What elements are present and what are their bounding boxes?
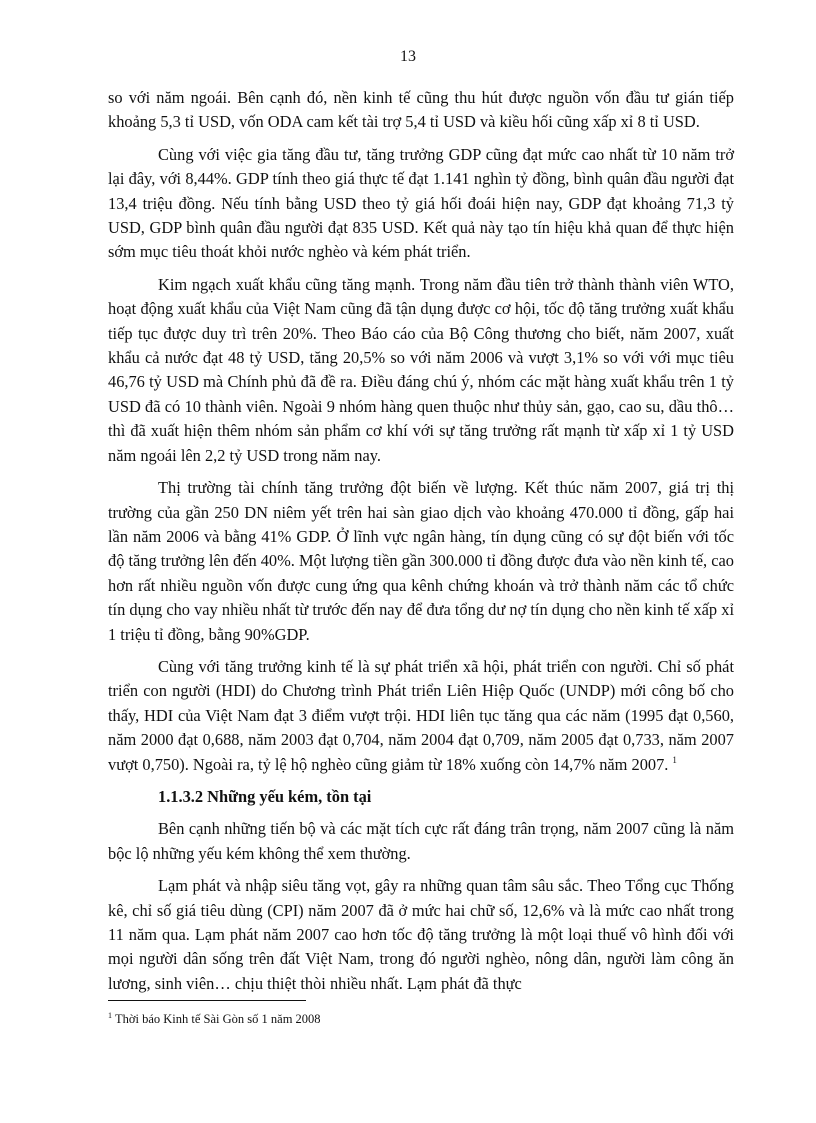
paragraph-3: Kim ngạch xuất khẩu cũng tăng mạnh. Trong năm đầu tiên trở thành thành viên WTO, hoạt động xuất khẩu của Việt Nam cũng đã tận dụng được cơ hội, tốc độ tăng trưởng xuất khẩu tiếp tục được duy trì trên 20%. Theo Báo cáo của Bộ Công thương cho biết, năm 2007, xuất khẩu cả nước đạt 48 tỷ USD, tăng 20,5% so với năm 2006 và vượt 3,1% so với với mục tiêu 46,76 tỷ USD mà Chính phủ đã đề ra. Điều đáng chú ý, nhóm các mặt hàng xuất khẩu trên 1 tỷ USD đã có 10 thành viên. Ngoài 9 nhóm hàng quen thuộc như thủy sản, gạo, cao su, dầu thô…thì đã xuất hiện thêm nhóm sản phẩm cơ khí với sự tăng trưởng rất mạnh từ xấp xỉ 1 tỷ USD năm ngoái lên 2,2 tỷ USD trong năm nay. <box>108 274 734 465</box>
footnote-text: Thời báo Kinh tế Sài Gòn số 1 năm 2008 <box>115 1012 321 1026</box>
section-heading: 1.1.3.2 Những yếu kém, tồn tại <box>158 786 372 806</box>
paragraph-6: Bên cạnh những tiến bộ và các mặt tích cực rất đáng trân trọng, năm 2007 cũng là năm bộc lộ những yếu kém không thể xem thường. <box>108 819 734 863</box>
footnote-mark: 1 <box>108 1010 112 1020</box>
footnote <box>108 1011 734 1027</box>
paragraph-2: Cùng với việc gia tăng đầu tư, tăng trưởng GDP cũng đạt mức cao nhất từ 10 năm trở lại đây, với 8,44%. GDP tính theo giá thực tế đạt 1.141 nghìn tỷ đồng, bình quân đầu người đạt 13,4 triệu đồng. Nếu tính bằng USD theo tỷ giá hối đoái hiện nay, GDP đạt khoảng 71,3 tỷ USD, GDP bình quân đầu người đạt 835 USD. Kết quả này tạo tín hiệu khả quan để thực hiện sớm mục tiêu thoát khỏi nước nghèo và kém phát triển. <box>108 144 734 262</box>
paragraph-4: Thị trường tài chính tăng trưởng đột biến về lượng. Kết thúc năm 2007, giá trị thị trường của gần 250 DN niêm yết trên hai sàn giao dịch vào khoảng 470.000 tỉ đồng, gấp hai lần năm 2006 và bằng 41% GDP. Ở lĩnh vực ngân hàng, tín dụng cũng có sự đột biến với tốc độ tăng trưởng lên đến 40%. Một lượng tiền gần 300.000 tỉ đồng được đưa vào nền kinh tế, cao hơn rất nhiều nguồn vốn được cung ứng qua kênh chứng khoán và trở thành năm các tổ chức tín dụng cho vay nhiều nhất từ trước đến nay để đưa tổng dư nợ tín dụng cho nền kinh tế xấp xỉ 1 triệu tỉ đồng, bằng 90%GDP. <box>108 478 734 644</box>
footnote-divider <box>108 1000 306 1001</box>
paragraph-5 <box>108 655 734 777</box>
footnote-reference[interactable]: 1 <box>672 755 677 766</box>
paragraph-7: Lạm phát và nhập siêu tăng vọt, gây ra những quan tâm sâu sắc. Theo Tổng cục Thống kê, chỉ số giá tiêu dùng (CPI) năm 2007 đã ở mức hai chữ số, 12,6% và là mức cao nhất trong 11 năm qua. Lạm phát năm 2007 cao hơn tốc độ tăng trưởng là một loại thuế vô hình đối với mọi người dân sống trên đất Việt Nam, trong đó người nghèo, nông dân, người làm công ăn lương, sinh viên… chịu thiệt thòi nhiều nhất. Lạm phát đã thực <box>108 876 734 993</box>
page-number: 13 <box>400 48 416 65</box>
body-text <box>108 86 734 1004</box>
paragraph-5-text: Cùng với tăng trưởng kinh tế là sự phát triển xã hội, phát triển con người. Chỉ số phát triển con người (HDI) do Chương trình Phát triển Liên Hiệp Quốc (UNDP) mới công bố cho thấy, HDI của Việt Nam đạt 3 điểm vượt trội. HDI liên tục tăng qua các năm (1995 đạt 0,560, năm 2000 đạt 0,688, năm 2003 đạt 0,704, năm 2004 đạt 0,709, năm 2005 đạt 0,733, năm 2007 vượt 0,750). Ngoài ra, tỷ lệ hộ nghèo cũng giảm từ 18% xuống còn 14,7% năm 2007. <box>108 656 734 774</box>
paragraph-1: so với năm ngoái. Bên cạnh đó, nền kinh tế cũng thu hút được nguồn vốn đầu tư gián tiếp khoảng 5,3 tỉ USD, vốn ODA cam kết tài trợ 5,4 tỉ USD và kiều hối cũng xấp xỉ 8 tỉ USD. <box>108 88 734 132</box>
